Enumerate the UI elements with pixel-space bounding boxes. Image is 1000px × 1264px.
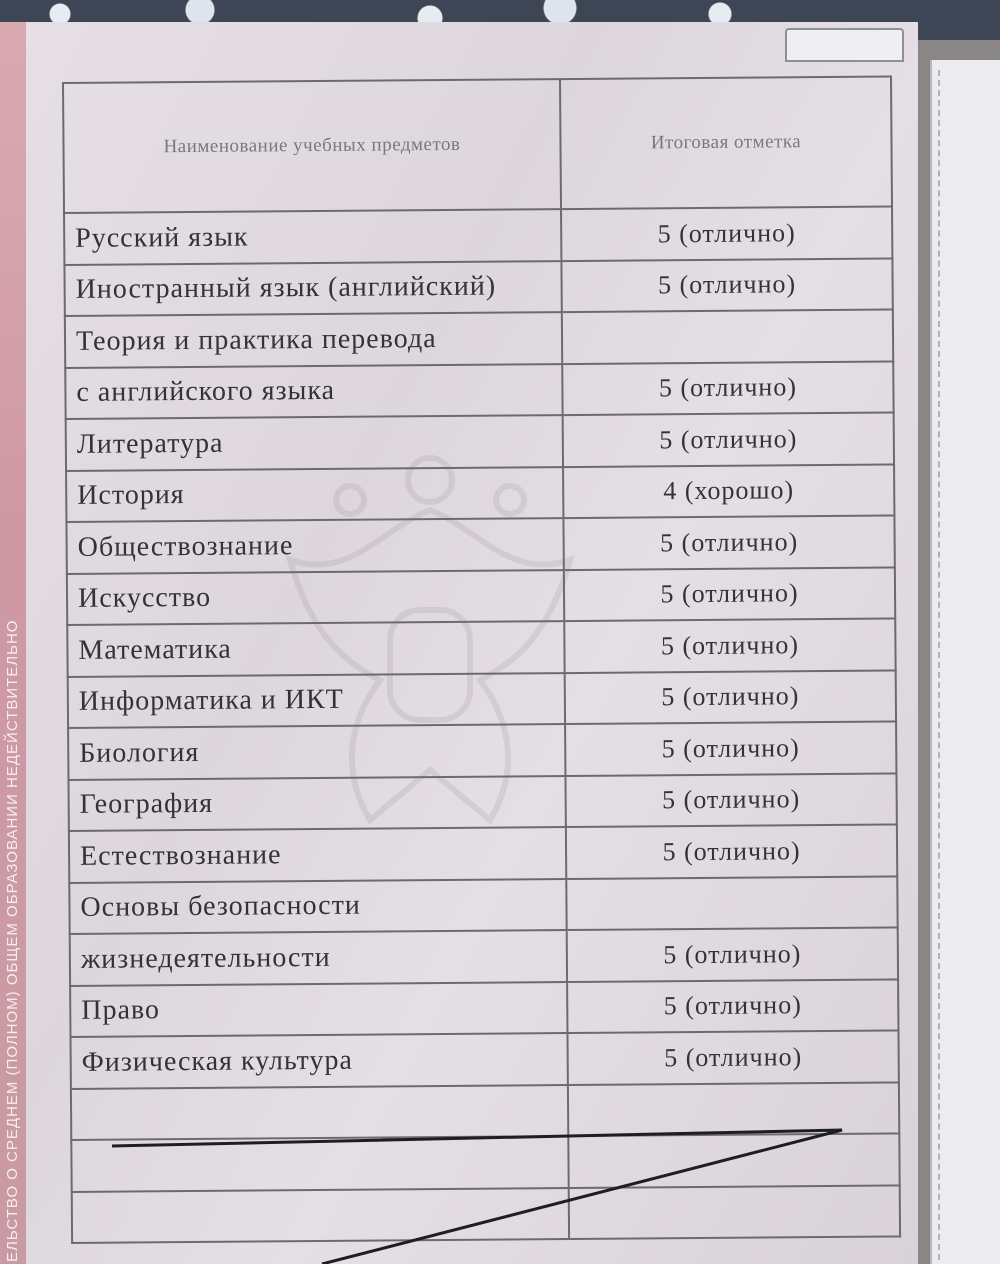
table-row (69, 876, 897, 934)
subject-cell: География (68, 776, 565, 831)
subject-cell: Теория и практика перевода (65, 312, 562, 367)
subject-cell: Право (70, 982, 567, 1037)
subject-cell: Иностранный язык (английский) (64, 261, 561, 316)
table-row (66, 515, 894, 573)
table-row (65, 361, 893, 419)
table-row (71, 1133, 899, 1191)
grade-cell: 5 (отлично) (565, 773, 896, 827)
table-row (64, 206, 892, 264)
grade-cell: 5 (отлично) (562, 361, 893, 415)
grade-cell: 5 (отлично) (565, 670, 896, 724)
subject-cell: История (66, 467, 563, 522)
subject-cell: Основы безопасности (69, 879, 566, 934)
grade-cell: 5 (отлично) (564, 567, 895, 621)
subject-cell: Искусство (67, 570, 564, 625)
perforation-line (938, 70, 941, 1260)
page-clip (785, 28, 904, 62)
side-band-text: ЕЛЬСТВО О СРЕДНЕМ (ПОЛНОМ) ОБЩЕМ ОБРАЗОВАНИИ НЕДЕЙСТВИТЕЛЬНО (4, 619, 21, 1262)
grade-cell: 5 (отлично) (561, 206, 892, 260)
subject-cell: Биология (68, 724, 565, 779)
grade-cell: 5 (отлично) (567, 979, 898, 1033)
header-subject: Наименование учебных предметов (63, 79, 561, 213)
subject-cell: Физическая культура (71, 1033, 568, 1088)
table-row (66, 464, 894, 522)
right-notebook-page (930, 60, 1000, 1264)
table-row (64, 258, 892, 316)
grade-cell (562, 309, 893, 363)
grades-table (62, 75, 901, 1243)
grade-cell (566, 876, 897, 930)
table-row (67, 567, 895, 625)
subject-cell: Информатика и ИКТ (68, 673, 565, 728)
subject-cell: Русский язык (64, 209, 561, 264)
table-row (71, 1082, 899, 1140)
grade-cell: 5 (отлично) (567, 1030, 898, 1084)
grade-cell (569, 1185, 900, 1239)
grade-cell (568, 1082, 899, 1136)
header-grade: Итоговая отметка (560, 76, 892, 209)
table-row (70, 927, 898, 985)
grade-cell: 5 (отлично) (566, 824, 897, 878)
side-band (0, 22, 26, 1264)
grade-cell: 4 (хорошо) (563, 464, 894, 518)
subject-cell: Литература (66, 415, 563, 470)
table-row (65, 309, 893, 367)
grade-cell: 5 (отлично) (564, 618, 895, 672)
subject-cell: с английского языка (65, 364, 562, 419)
grade-cell: 5 (отлично) (563, 412, 894, 466)
table-row (68, 773, 896, 831)
subject-cell (71, 1085, 568, 1140)
subject-cell: Математика (67, 621, 564, 676)
subject-cell: Естествознание (69, 827, 566, 882)
grade-cell: 5 (отлично) (567, 927, 898, 981)
table-row (72, 1185, 900, 1243)
table-row (68, 670, 896, 728)
table-row (69, 824, 897, 882)
grade-cell: 5 (отлично) (563, 515, 894, 569)
grade-cell (568, 1133, 899, 1187)
table-row (70, 979, 898, 1037)
subject-cell: Обществознание (66, 518, 563, 573)
subject-cell (71, 1136, 568, 1191)
table-row (71, 1030, 899, 1088)
table-row (68, 721, 896, 779)
subject-cell: жизнедеятельности (70, 930, 567, 985)
grade-cell: 5 (отлично) (561, 258, 892, 312)
grade-cell: 5 (отлично) (565, 721, 896, 775)
subject-cell (72, 1188, 569, 1243)
table-row (66, 412, 894, 470)
table-row (67, 618, 895, 676)
